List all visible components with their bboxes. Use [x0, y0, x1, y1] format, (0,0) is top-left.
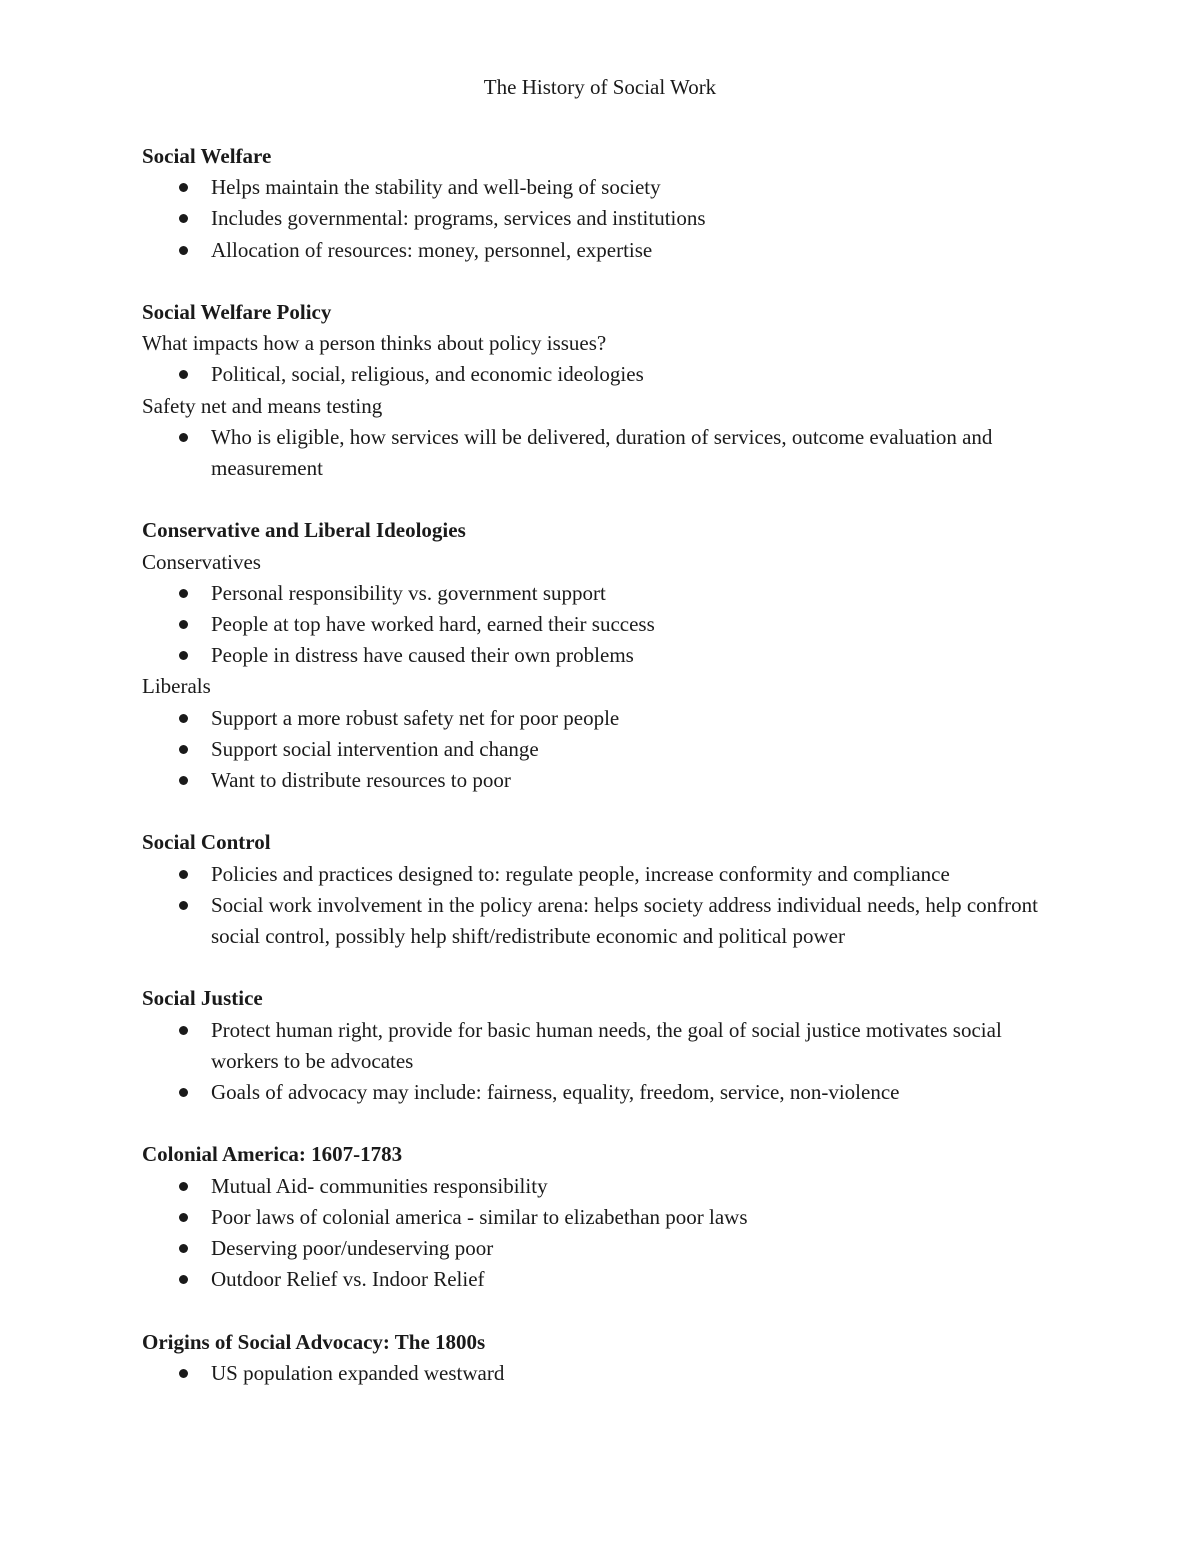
list-item: Poor laws of colonial america - similar to elizabethan poor laws: [211, 1202, 1072, 1233]
bullet-list: [142, 422, 1072, 484]
subheading-line: What impacts how a person thinks about policy issues?: [142, 331, 607, 356]
bullet-icon: [179, 776, 188, 785]
list-item: Political, social, religious, and economic ideologies: [211, 359, 1072, 390]
document-body: [142, 141, 1072, 1420]
section-heading: Social Justice: [142, 986, 263, 1011]
bullet-icon: [179, 1213, 188, 1222]
section-origins-advocacy: [142, 1327, 1072, 1389]
bullet-icon: [179, 620, 188, 629]
section-heading: Social Control: [142, 830, 271, 855]
bullet-icon: [179, 214, 188, 223]
list-item: Support a more robust safety net for poor people: [211, 703, 1072, 734]
list-item: US population expanded westward: [211, 1358, 1072, 1389]
section-social-welfare: [142, 141, 1072, 266]
list-item: People in distress have caused their own problems: [211, 640, 1072, 671]
list-item: Helps maintain the stability and well-being of society: [211, 172, 1072, 203]
subheading-line: Liberals: [142, 674, 211, 699]
list-item: Who is eligible, how services will be delivered, duration of services, outcome evaluation and measurement: [211, 422, 1072, 484]
subheading-line: Conservatives: [142, 549, 261, 574]
list-item: Allocation of resources: money, personnel, expertise: [211, 235, 1072, 266]
list-item: Outdoor Relief vs. Indoor Relief: [211, 1264, 1072, 1295]
bullet-icon: [179, 745, 188, 754]
bullet-list: [142, 1358, 1072, 1389]
section-social-welfare-policy: [142, 297, 1072, 484]
list-item: Mutual Aid- communities responsibility: [211, 1171, 1072, 1202]
bullet-icon: [179, 246, 188, 255]
list-item: People at top have worked hard, earned their success: [211, 609, 1072, 640]
bullet-icon: [179, 901, 188, 910]
section-heading: Conservative and Liberal Ideologies: [142, 518, 466, 543]
bullet-list: [142, 359, 1072, 390]
bullet-icon: [179, 589, 188, 598]
list-item: Includes governmental: programs, services and institutions: [211, 203, 1072, 234]
bullet-icon: [179, 1369, 188, 1378]
section-heading: Social Welfare: [142, 144, 272, 168]
bullet-list: [142, 1015, 1072, 1109]
list-item: Goals of advocacy may include: fairness, equality, freedom, service, non-violence: [211, 1077, 1072, 1108]
bullet-icon: [179, 714, 188, 723]
section-heading: Social Welfare Policy: [142, 300, 332, 324]
list-item: Protect human right, provide for basic human needs, the goal of social justice motivates social workers to be advocates: [211, 1015, 1072, 1077]
bullet-list: [142, 172, 1072, 266]
section-colonial-america: [142, 1139, 1072, 1295]
bullet-icon: [179, 1088, 188, 1097]
section-social-control: [142, 827, 1072, 952]
section-ideologies: [142, 515, 1072, 796]
section-heading: Origins of Social Advocacy: The 1800s: [142, 1329, 486, 1354]
list-item: Support social intervention and change: [211, 734, 1072, 765]
list-item: Want to distribute resources to poor: [211, 765, 1072, 796]
bullet-list: [142, 1171, 1072, 1296]
bullet-icon: [179, 651, 188, 660]
list-item: Policies and practices designed to: regulate people, increase conformity and compliance: [211, 859, 1072, 890]
bullet-icon: [179, 370, 188, 379]
subheading-line: Safety net and means testing: [142, 393, 383, 418]
bullet-icon: [179, 183, 188, 192]
document-title: The History of Social Work: [483, 75, 717, 99]
bullet-list: [142, 859, 1072, 953]
bullet-icon: [179, 870, 188, 879]
list-item: Social work involvement in the policy arena: helps society address individual needs, help confront social control, possibly help shift/redistribute economic and political power: [211, 890, 1072, 952]
bullet-list: [142, 578, 1072, 672]
list-item: Deserving poor/undeserving poor: [211, 1233, 1072, 1264]
bullet-icon: [179, 1026, 188, 1035]
list-item: Personal responsibility vs. government support: [211, 578, 1072, 609]
bullet-list: [142, 703, 1072, 797]
section-social-justice: [142, 983, 1072, 1108]
section-heading: Colonial America: 1607-1783: [142, 1142, 403, 1167]
bullet-icon: [179, 1275, 188, 1284]
bullet-icon: [179, 1244, 188, 1253]
bullet-icon: [179, 433, 188, 442]
bullet-icon: [179, 1182, 188, 1191]
